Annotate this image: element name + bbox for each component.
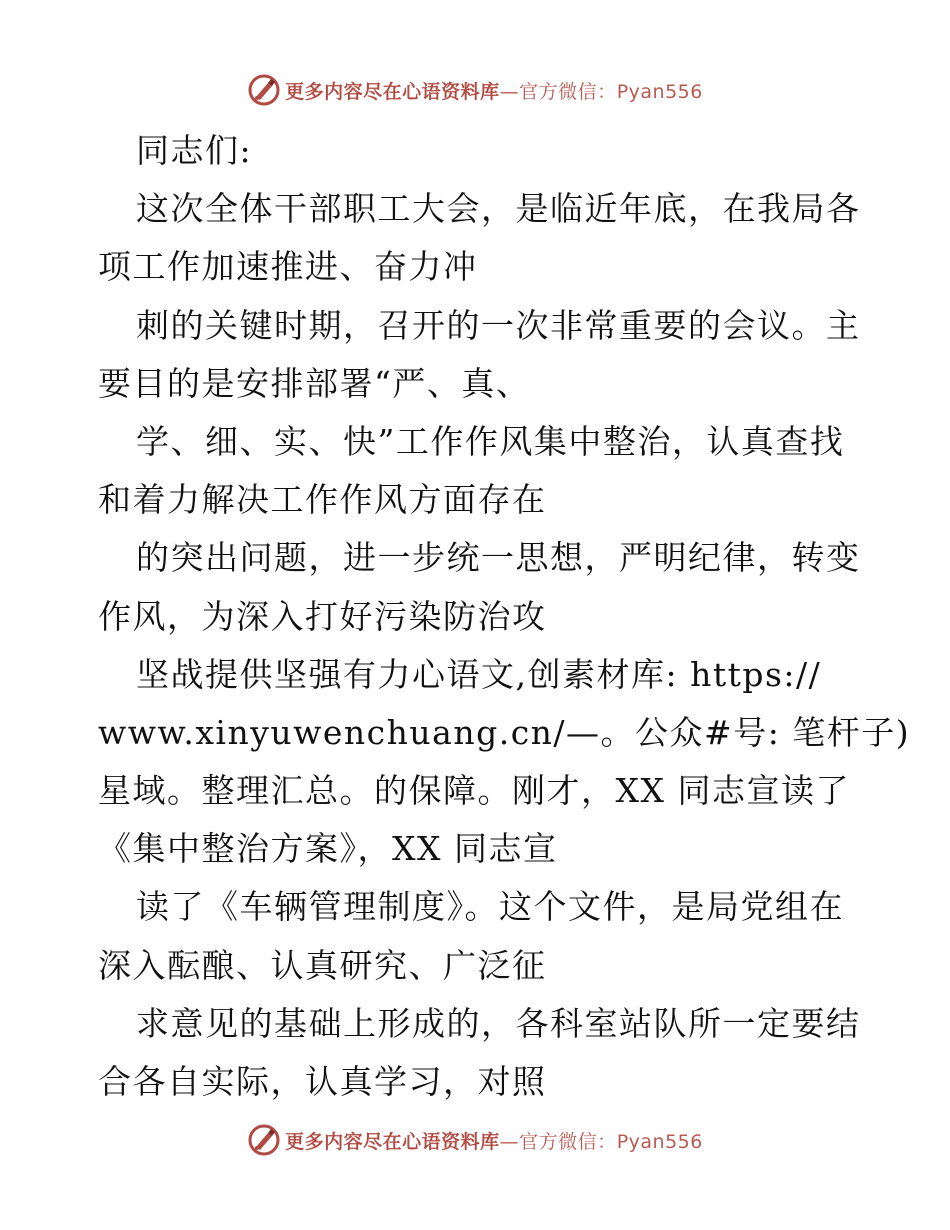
header-banner — [0, 70, 950, 110]
pen-seal-icon — [247, 73, 281, 107]
text-line: 学、细、实、快”工作作风集中整治，认真查找 — [136, 421, 845, 461]
text-line: 读了《车辆管理制度》。这个文件，是局党组在 — [136, 887, 844, 927]
text-line: 刺的关键时期，召开的一次非常重要的会议。主 — [136, 305, 861, 345]
wechat-id: Pyan556 — [616, 80, 703, 103]
footer-banner — [0, 1120, 950, 1160]
text-line: 和着力解决工作作风方面存在 — [98, 480, 547, 520]
banner-text — [285, 1127, 703, 1154]
text-line: 星域。整理汇总。的保障。刚才，XX 同志宣读了 — [98, 771, 850, 811]
text-line: 坚战提供坚强有力心语文,创素材库: https:// — [136, 654, 822, 694]
text-line: 同志们: — [136, 131, 253, 170]
banner-separator: — — [499, 80, 520, 103]
banner-title: 更多内容尽在心语资料库 — [285, 1130, 500, 1153]
text-line: www.xinyuwenchuang.cn/—。公众#号: 笔杆子) — [98, 712, 911, 752]
text-line: 项工作加速推进、奋力冲 — [98, 247, 478, 287]
banner-text — [285, 77, 703, 104]
text-line: 深入酝酿、认真研究、广泛征 — [98, 945, 547, 985]
pen-seal-icon — [247, 1123, 281, 1157]
text-line: 的突出问题，进一步统一思想，严明纪律，转变 — [136, 538, 861, 578]
text-line: 求意见的基础上形成的，各科室站队所一定要结 — [136, 1003, 861, 1043]
banner-separator: — — [499, 1130, 520, 1153]
text-line: 这次全体干部职工大会，是临近年底，在我局各 — [136, 189, 861, 229]
document-body — [98, 122, 911, 1111]
text-line: 要目的是安排部署“严、真、 — [98, 363, 531, 403]
wechat-label: 官方微信： — [519, 80, 617, 103]
text-line: 作风，为深入打好污染防治攻 — [98, 596, 547, 636]
banner-title: 更多内容尽在心语资料库 — [285, 80, 500, 103]
wechat-label: 官方微信： — [519, 1130, 617, 1153]
wechat-id: Pyan556 — [616, 1130, 703, 1153]
text-line: 《集中整治方案》，XX 同志宣 — [98, 829, 558, 869]
text-line: 合各自实际，认真学习，对照 — [98, 1062, 547, 1101]
